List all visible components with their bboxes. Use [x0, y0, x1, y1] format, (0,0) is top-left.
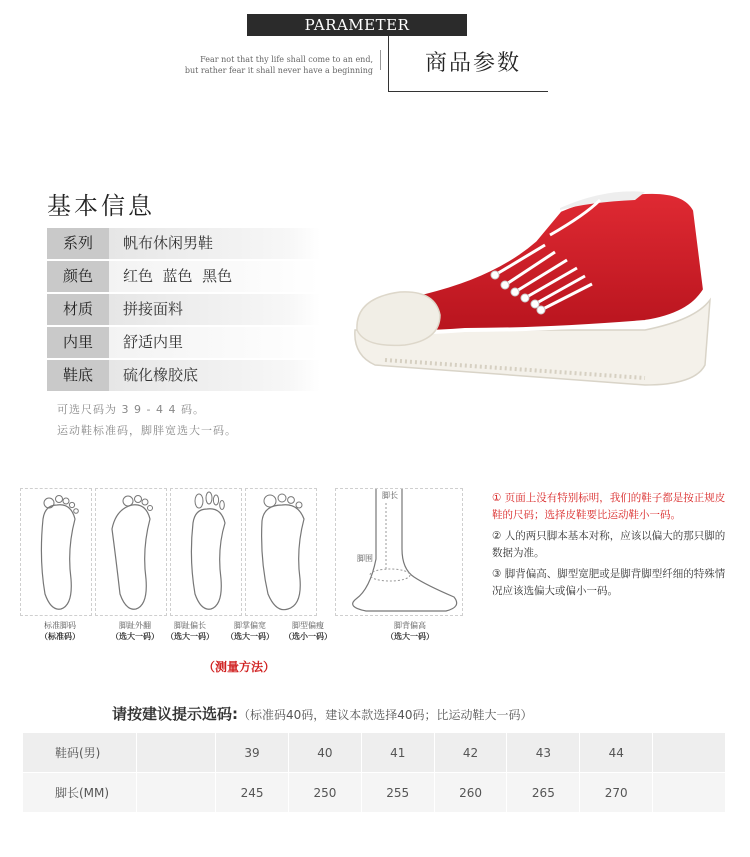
banner-title: PARAMETER: [304, 16, 410, 34]
tip-1: ① 页面上没有特别标明，我们的鞋子都是按正规皮鞋的尺码；选择皮鞋要比运动鞋小一码。: [492, 492, 726, 521]
table-cell: 255: [361, 773, 434, 813]
spacer: [320, 488, 334, 616]
table-cell: 260: [434, 773, 507, 813]
info-key: 鞋底: [47, 360, 109, 391]
foot-type-hint: （标准码）: [40, 632, 80, 641]
info-row: [47, 294, 320, 325]
red-canvas-shoe-image: [345, 180, 725, 410]
basic-info-table: [47, 228, 320, 393]
table-cell: 250: [288, 773, 361, 813]
table-cell: 42: [434, 733, 507, 773]
foot-outline-long-toes: [170, 488, 242, 616]
foot-type-name: 脚型偏瘦: [292, 621, 324, 630]
quote-line-2: but rather fear it shall never have a beginning: [184, 66, 373, 75]
foot-outline-standard: [20, 488, 92, 616]
header-quote: [160, 54, 373, 76]
table-cell: 43: [507, 733, 580, 773]
basic-info-title: 基本信息: [47, 192, 155, 220]
info-key: 系列: [47, 228, 109, 259]
info-row: [47, 228, 320, 259]
info-value: 帆布休闲男鞋: [109, 228, 320, 259]
header-divider: [380, 50, 381, 70]
table-cell: 265: [507, 773, 580, 813]
foot-caption: [268, 620, 348, 642]
foot-type-name: 脚掌偏宽: [234, 621, 266, 630]
table-cell: 39: [216, 733, 289, 773]
foot-girth-label: 脚围: [357, 554, 373, 563]
table-cell: 40: [288, 733, 361, 773]
foot-type-name: 脚趾偏长: [174, 621, 206, 630]
row-label: 脚长(MM): [23, 773, 137, 813]
page-title: 商品参数: [424, 51, 521, 76]
info-value: 拼接面料: [109, 294, 320, 325]
info-value: 红色 蓝色 黑色: [109, 261, 320, 292]
empty-cell: [653, 733, 726, 773]
empty-cell: [137, 733, 216, 773]
info-value: 硫化橡胶底: [109, 360, 320, 391]
foot-type-hint: （选大一码）: [386, 632, 434, 641]
size-note: 可选尺码为 3 9 - 4 4 码。: [57, 403, 205, 416]
measure-method-label: （测量方法）: [203, 660, 276, 674]
foot-type-hint: （选小一码）: [284, 632, 332, 641]
foot-length-label: 脚长: [382, 491, 398, 500]
size-tips: [492, 490, 732, 600]
foot-type-name: 标准脚码: [44, 621, 76, 630]
foot-caption: [370, 620, 450, 642]
size-advice: [112, 703, 533, 724]
quote-line-1: Fear not that thy life shall come to an end,: [200, 55, 373, 64]
info-row: [47, 327, 320, 358]
info-key: 材质: [47, 294, 109, 325]
info-key: 内里: [47, 327, 109, 358]
foot-type-hint: （选大一码）: [166, 632, 214, 641]
foot-type-hint: （选大一码）: [226, 632, 274, 641]
empty-cell: [653, 773, 726, 813]
row-label: 鞋码(男): [23, 733, 137, 773]
table-cell: 270: [580, 773, 653, 813]
table-cell: 245: [216, 773, 289, 813]
advice-sub: （标准码40码，建议本款选择40码；比运动鞋大一码）: [238, 708, 533, 722]
table-cell: 41: [361, 733, 434, 773]
size-table: [22, 732, 726, 813]
advice-main: 请按建议提示选码:: [112, 705, 238, 723]
table-row: [23, 773, 726, 813]
empty-cell: [137, 773, 216, 813]
table-row: [23, 733, 726, 773]
header-banner: [247, 14, 467, 36]
table-cell: 44: [580, 733, 653, 773]
foot-type-hint: （选大一码）: [111, 632, 159, 641]
foot-outline-wide: [245, 488, 317, 616]
foot-type-name: 脚趾外翻: [119, 621, 151, 630]
fit-note: 运动鞋标准码，脚胖宽选大一码。: [57, 424, 237, 437]
info-row: [47, 360, 320, 391]
tip-3: ③ 脚背偏高、脚型宽肥或是脚背脚型纤细的特殊情况应该选偏大或偏小一码。: [492, 568, 726, 597]
info-key: 颜色: [47, 261, 109, 292]
info-value: 舒适内里: [109, 327, 320, 358]
foot-caption: [20, 620, 100, 642]
info-row: [47, 261, 320, 292]
foot-outline-bunion: [95, 488, 167, 616]
foot-type-name: 脚背偏高: [394, 621, 426, 630]
tip-2: ② 人的两只脚本基本对称，应该以偏大的那只脚的数据为准。: [492, 530, 726, 559]
foot-side-diagram: [335, 488, 463, 616]
